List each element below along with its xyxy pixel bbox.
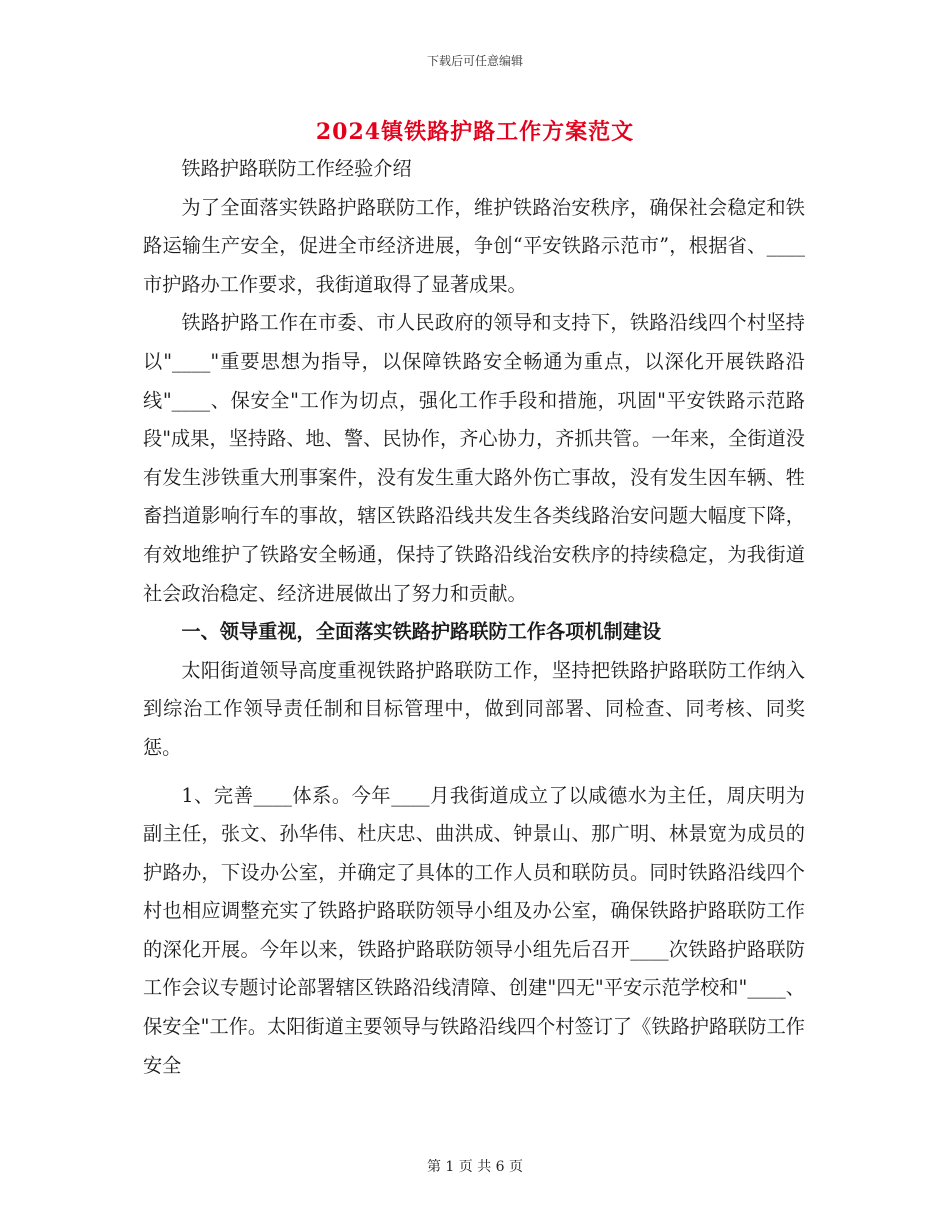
header-note: 下载后可任意编辑 (426, 54, 523, 68)
document-body (143, 150, 805, 1085)
section-intro-line: 铁路护路联防工作经验介绍 (181, 157, 412, 180)
page-footer: 第 1 页 共 6 页 (426, 1159, 524, 1175)
section-heading: 一、领导重视，全面落实铁路护路联防工作各项机制建设 (181, 620, 662, 644)
body-paragraph: 为了全面落实铁路护路联防工作，维护铁路治安秩序，确保社会稳定和铁路运输生产安全，促进全市经济进展，争创“平安铁路示范市”，根据省、____市护路办工作要求，我街道取得了显著成果。 (143, 195, 805, 296)
body-paragraph: 太阳街道领导高度重视铁路护路联防工作，坚持把铁路护路联防工作纳入到综治工作领导责任制和目标管理中，做到同部署、同检查、同考核、同奖惩。 (143, 658, 805, 759)
document-title: 2024镇铁路护路工作方案范文 (315, 119, 635, 145)
body-paragraph: 铁路护路工作在市委、市人民政府的领导和支持下，铁路沿线四个村坚持以"____"重要思想为指导，以保障铁路安全畅通为重点，以深化开展铁路沿线"____、保安全"工作为切点，强化工作手段和措施，巩固"平安铁路示范路段"成果，坚持路、地、警、民协作，齐心协力，齐抓共管。一年来，全街道没有发生涉铁重大刑事案件，没有发生重大路外伤亡事故，没有发生因车辆、牲畜挡道影响行车的事故，辖区铁路沿线共发生各类线路治安问题大幅度下降，有效地维护了铁路安全畅通，保持了铁路沿线治安秩序的持续稳定，为我街道社会政治稳定、经济进展做出了努力和贡献。 (143, 311, 805, 605)
body-paragraph: 1、完善____体系。今年____月我街道成立了以咸德水为主任，周庆明为副主任，张文、孙华伟、杜庆忠、曲洪成、钟景山、那广明、林景宽为成员的护路办，下设办公室，并确定了具体的工作人员和联防员。同时铁路沿线四个村也相应调整充实了铁路护路联防领导小组及办公室，确保铁路护路联防工作的深化开展。今年以来，铁路护路联防领导小组先后召开____次铁路护路联防工作会议专题讨论部署辖区铁路沿线清障、创建"四无"平安示范学校和"____、保安全"工作。太阳街道主要领导与铁路沿线四个村签订了《铁路护路联防工作安全 (143, 783, 805, 1077)
